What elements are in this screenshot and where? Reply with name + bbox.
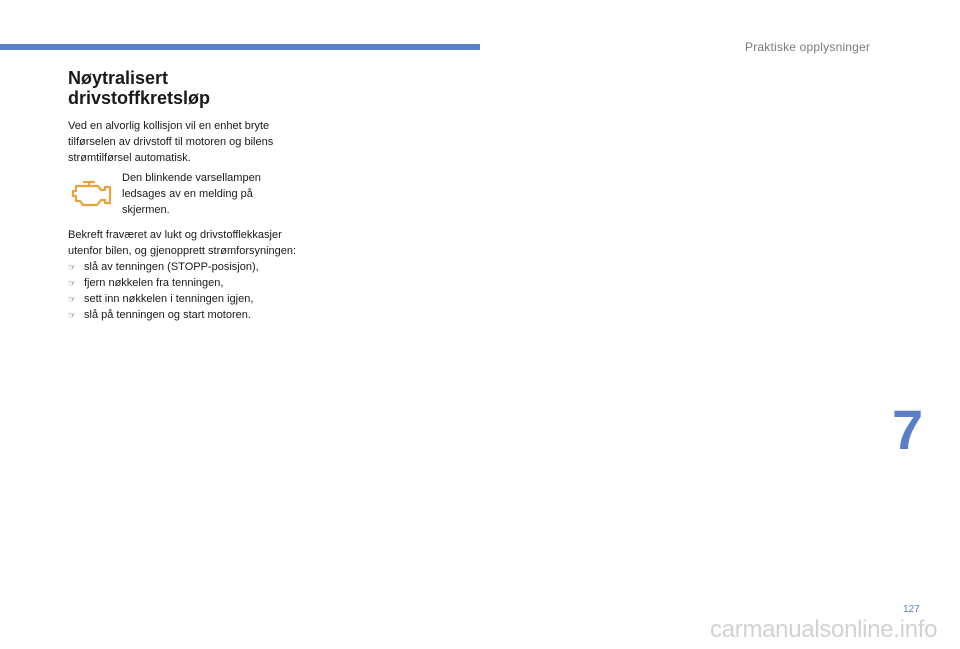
engine-warning-icon bbox=[70, 178, 114, 210]
warning-line: Den blinkende varsellampen bbox=[122, 172, 261, 184]
instructions-paragraph bbox=[68, 227, 368, 259]
arrow-bullet-icon: ☞ bbox=[68, 310, 77, 320]
step-text: slå på tenningen og start motoren. bbox=[84, 309, 251, 321]
watermark: carmanualsonline.info bbox=[710, 616, 938, 643]
intro-line: Ved en alvorlig kollisjon vil en enhet bryte bbox=[68, 120, 270, 132]
list-item bbox=[68, 275, 259, 291]
warning-note bbox=[68, 170, 328, 220]
intro-line: strømtilførsel automatisk. bbox=[68, 152, 191, 164]
warning-line: skjermen. bbox=[122, 204, 170, 216]
arrow-bullet-icon: ☞ bbox=[68, 262, 77, 272]
page-number: 127 bbox=[903, 604, 920, 615]
instructions-line: utenfor bilen, og gjenopprett strømforsyningen: bbox=[68, 245, 297, 257]
instructions-line: Bekreft fraværet av lukt og drivstofflekkasjer bbox=[68, 229, 282, 241]
intro-paragraph bbox=[68, 118, 338, 166]
section-label: Praktiske opplysninger bbox=[745, 40, 871, 54]
header-accent-bar bbox=[0, 44, 480, 50]
step-text: slå av tenningen (STOPP-posisjon), bbox=[84, 261, 259, 273]
list-item bbox=[68, 291, 259, 307]
warning-line: ledsages av en melding på bbox=[122, 188, 253, 200]
intro-line: tilførselen av drivstoff til motoren og bilens bbox=[68, 136, 274, 148]
list-item bbox=[68, 259, 259, 275]
steps-list bbox=[68, 259, 259, 323]
warning-text bbox=[122, 170, 322, 218]
page-title bbox=[68, 68, 388, 108]
list-item bbox=[68, 307, 259, 323]
arrow-bullet-icon: ☞ bbox=[68, 278, 77, 288]
step-text: sett inn nøkkelen i tenningen igjen, bbox=[84, 293, 254, 305]
chapter-number: 7 bbox=[892, 398, 924, 461]
arrow-bullet-icon: ☞ bbox=[68, 294, 77, 304]
page-title-line-1: Nøytralisert bbox=[68, 68, 169, 88]
page-title-line-2: drivstoffkretsløp bbox=[68, 88, 211, 108]
step-text: fjern nøkkelen fra tenningen, bbox=[84, 277, 224, 289]
